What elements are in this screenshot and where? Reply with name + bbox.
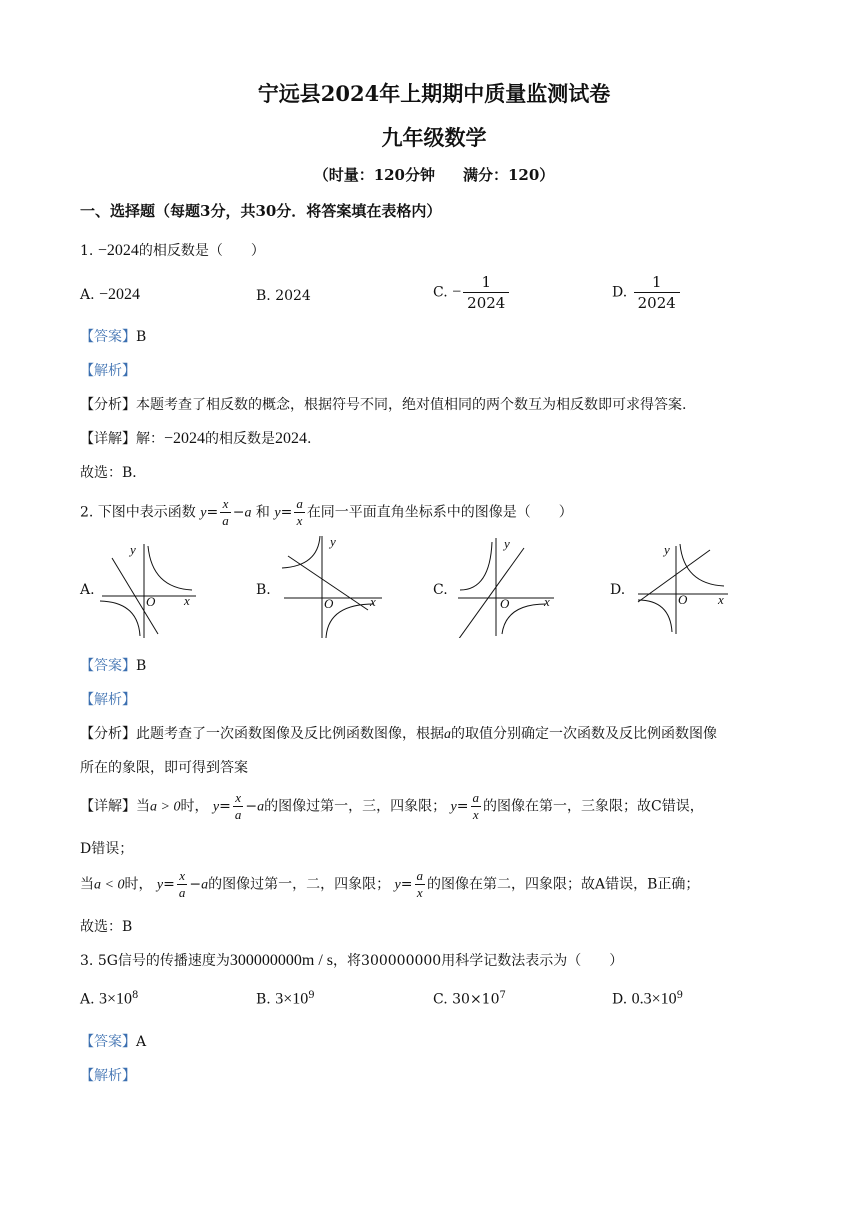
x-axis-label: x [184, 593, 190, 608]
x-axis-label: x [718, 592, 724, 607]
q1-option-b: B. 2024 [256, 288, 311, 304]
q1-number: 1. [80, 243, 94, 259]
q1-fenxi: 【分析】本题考查了相反数的概念，根据符号不同，绝对值相同的两个数互为相反数即可求得答案. [80, 397, 687, 413]
q1-answer: 【答案】B [80, 329, 147, 345]
hyperbola-branch [638, 600, 672, 632]
q1-stem [80, 240, 265, 260]
y-axis-label: y [664, 542, 670, 557]
q2-graph-c [454, 534, 558, 638]
origin-label: O [324, 596, 334, 611]
hyperbola-branch [460, 542, 492, 590]
q2-stem: 2. 下图中表示函数 y= $\frac{x}{a}$ −a 和 y= $\frac{a}{x}$ 在同一平面直角坐标系中的图像是（ ） [80, 496, 573, 528]
score-info: 满分：120） [463, 166, 555, 184]
section-heading: 一、选择题（每题3分，共30分．将答案填在表格内） [80, 202, 442, 220]
q1-xiangjie: 【详解】解：−2024的相反数是2024. [80, 430, 312, 447]
q2-graph-d [634, 538, 734, 638]
y-axis-label: y [330, 534, 336, 549]
q3-answer: 【答案】A [80, 1034, 147, 1050]
q2-detail-3: 当a < 0时， y= $\frac{x}{a}$ −a的图像过第一，二，四象限； y= $\frac{a}{x}$ 的图像在第二，四象限；故A错误，B正确； [80, 868, 700, 900]
y-axis-label: y [504, 536, 510, 551]
y-axis-label: y [130, 542, 136, 557]
q2-graph-a [98, 538, 202, 640]
x-axis-label: x [370, 594, 376, 609]
x-axis-label: x [544, 594, 550, 609]
q2-option-d-label: D. [610, 582, 626, 598]
hyperbola-branch [100, 601, 140, 636]
hyperbola-branch [282, 536, 320, 568]
q2-fenxi-1: 【分析】此题考查了一次函数图像及反比例函数图像，根据a的取值分别确定一次函数及反比例函数图像 [80, 726, 717, 742]
q1-option-d: D. $\frac{1}{2024}$ [612, 272, 682, 313]
q2-choice: 故选：B [80, 919, 133, 935]
q2-option-a-label: A. [80, 582, 95, 598]
q2-detail-1: 【详解】当a > 0时， y= $\frac{x}{a}$ −a的图像过第一，三，四象限； y= $\frac{a}{x}$ 的图像在第一，三象限；故C错误， [80, 790, 704, 822]
q2-fenxi-2: 所在的象限，即可得到答案 [80, 760, 248, 776]
q1-option-a: A. −2024 [80, 286, 141, 303]
exam-info [0, 164, 868, 185]
q1-option-c: C. − $\frac{1}{2024}$ [433, 272, 511, 313]
q1-choice: 故选：B． [80, 465, 147, 481]
q1-stem-text: 的相反数是（ ） [138, 243, 265, 259]
q1-analysis-tag: 【解析】 [80, 363, 136, 379]
origin-label: O [146, 594, 156, 609]
q3-option-b: B. $3\times 10^9$ [256, 990, 315, 1008]
q3-analysis-tag: 【解析】 [80, 1068, 136, 1084]
page-title: 宁远县2024年上期期中质量监测试卷 [257, 81, 611, 106]
hyperbola-branch [680, 544, 724, 586]
origin-label: O [500, 596, 510, 611]
q3-option-a: A. $3\times 10^8$ [80, 990, 139, 1008]
q2-graph-b [278, 534, 386, 640]
line-graph [458, 548, 524, 638]
hyperbola-branch [148, 546, 192, 590]
q1-expr: −2024 [97, 242, 139, 259]
page-subtitle: 九年级数学 [381, 125, 487, 150]
origin-label: O [678, 592, 688, 607]
q2-answer: 【答案】B [80, 658, 147, 674]
q3-stem: 3. 5G信号的传播速度为300000000m / s，将300000000用科学记数法表示为（ ） [80, 952, 624, 969]
q1-c-fraction: $\frac{1}{2024}$ [463, 272, 509, 313]
q2-detail-2: D错误； [80, 841, 134, 857]
q2-option-b-label: B. [256, 582, 271, 598]
time-info: （时量：120分钟 [313, 166, 435, 184]
q2-analysis-tag: 【解析】 [80, 692, 136, 708]
q3-option-d: D. $0.3\times 10^9$ [612, 990, 684, 1008]
q1-d-fraction: $\frac{1}{2024}$ [634, 272, 680, 313]
q3-option-c: C. $30\times 10^7$ [433, 990, 506, 1008]
q2-option-c-label: C. [433, 582, 448, 598]
